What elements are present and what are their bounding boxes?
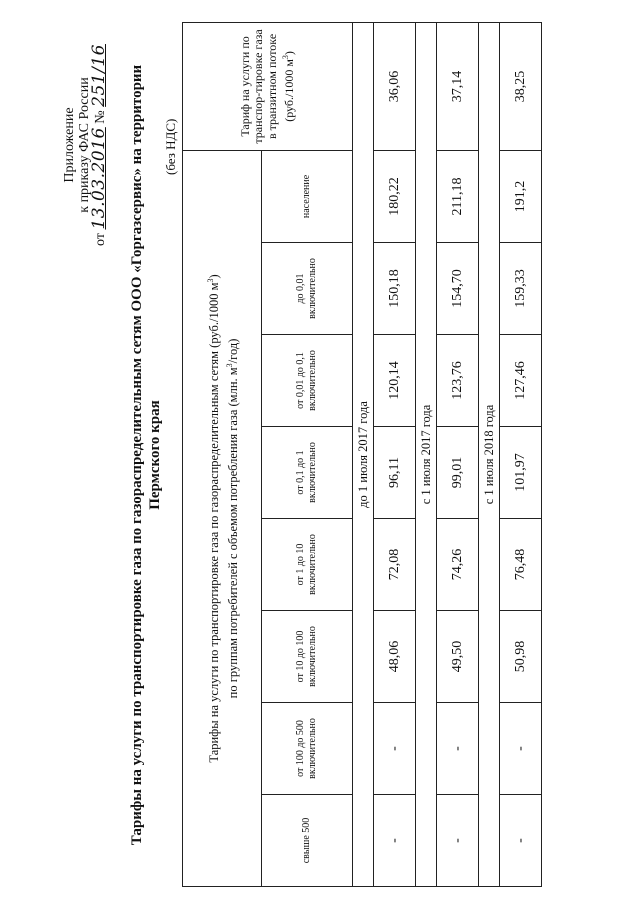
table-cell: 37,14 — [437, 22, 479, 150]
table-cell: 123,76 — [437, 335, 479, 427]
column-header: от 100 до 500 включительно — [262, 703, 353, 795]
table-cell: 180,22 — [374, 150, 416, 242]
table-cell: 154,70 — [437, 243, 479, 335]
table-cell: 50,98 — [500, 611, 542, 703]
table-cell: 150,18 — [374, 243, 416, 335]
period-label: до 1 июля 2017 года — [353, 22, 374, 886]
appendix-title: Приложение — [62, 107, 77, 183]
table-cell: - — [437, 703, 479, 795]
handwritten-number: 251/16 — [89, 44, 109, 107]
table-cell: 120,14 — [374, 335, 416, 427]
table-cell: 72,08 — [374, 519, 416, 611]
column-header: свыше 500 — [262, 795, 353, 887]
table-cell: 191,2 — [500, 150, 542, 242]
order-reference: к приказу ФАС России — [77, 77, 92, 213]
period-label: с 1 июля 2017 года — [416, 22, 437, 886]
table-cell: 211,18 — [437, 150, 479, 242]
table-cell: - — [500, 703, 542, 795]
period-row — [416, 22, 437, 886]
table-cell: 36,06 — [374, 22, 416, 150]
table-cell: 96,11 — [374, 427, 416, 519]
appendix-header — [62, 25, 108, 265]
column-header: до 0,01 включительно — [262, 243, 353, 335]
table-cell: - — [374, 703, 416, 795]
date-prefix: от — [93, 233, 108, 246]
period-label: с 1 июля 2018 года — [479, 22, 500, 886]
table-row — [437, 22, 479, 886]
document-title — [128, 25, 164, 885]
table-cell: 74,26 — [437, 519, 479, 611]
table-cell: - — [437, 795, 479, 887]
table-cell: 127,46 — [500, 335, 542, 427]
tariff-table — [182, 22, 542, 887]
table-row — [500, 22, 542, 886]
order-date-number-line — [89, 25, 109, 265]
table-cell: 49,50 — [437, 611, 479, 703]
period-row — [353, 22, 374, 886]
transit-tariff-header: Тариф на услуги по транспор-тировке газа в транзитном потоке (руб./1000 $м^3$) — [183, 22, 353, 150]
period-row — [479, 22, 500, 886]
table-cell: - — [500, 795, 542, 887]
table-cell: 101,97 — [500, 427, 542, 519]
column-header: от 0,1 до 1 включительно — [262, 427, 353, 519]
table-cell: 99,01 — [437, 427, 479, 519]
column-header: от 1 до 10 включительно — [262, 519, 353, 611]
column-header: население — [262, 150, 353, 242]
table-row — [374, 22, 416, 886]
table-cell: - — [374, 795, 416, 887]
column-header: от 10 до 100 включительно — [262, 611, 353, 703]
number-prefix: № — [93, 110, 108, 124]
table-header-row-1 — [183, 22, 262, 886]
document-title-line-1: Тарифы на услуги по транспортировке газа по газораспределительным сетям ООО «Горгазсервис» на территории — [129, 64, 145, 846]
table-cell: 38,25 — [500, 22, 542, 150]
group-header: Тарифы на услуги по транспортировке газа по газораспределительным сетям (руб./1000 $м^3$) по группам потребителей с объемом потребления газа (млн. $м^3/год$) — [183, 150, 262, 886]
column-header: от 0,01 до 0,1 включительно — [262, 335, 353, 427]
vat-note: (без НДС) — [163, 118, 178, 175]
table-cell: 159,33 — [500, 243, 542, 335]
document-title-line-2: Пермского края — [147, 400, 163, 510]
table-header-row-2 — [262, 22, 353, 886]
table-cell: 48,06 — [374, 611, 416, 703]
handwritten-date: 13.03.2016 — [89, 127, 109, 230]
table-cell: 76,48 — [500, 519, 542, 611]
